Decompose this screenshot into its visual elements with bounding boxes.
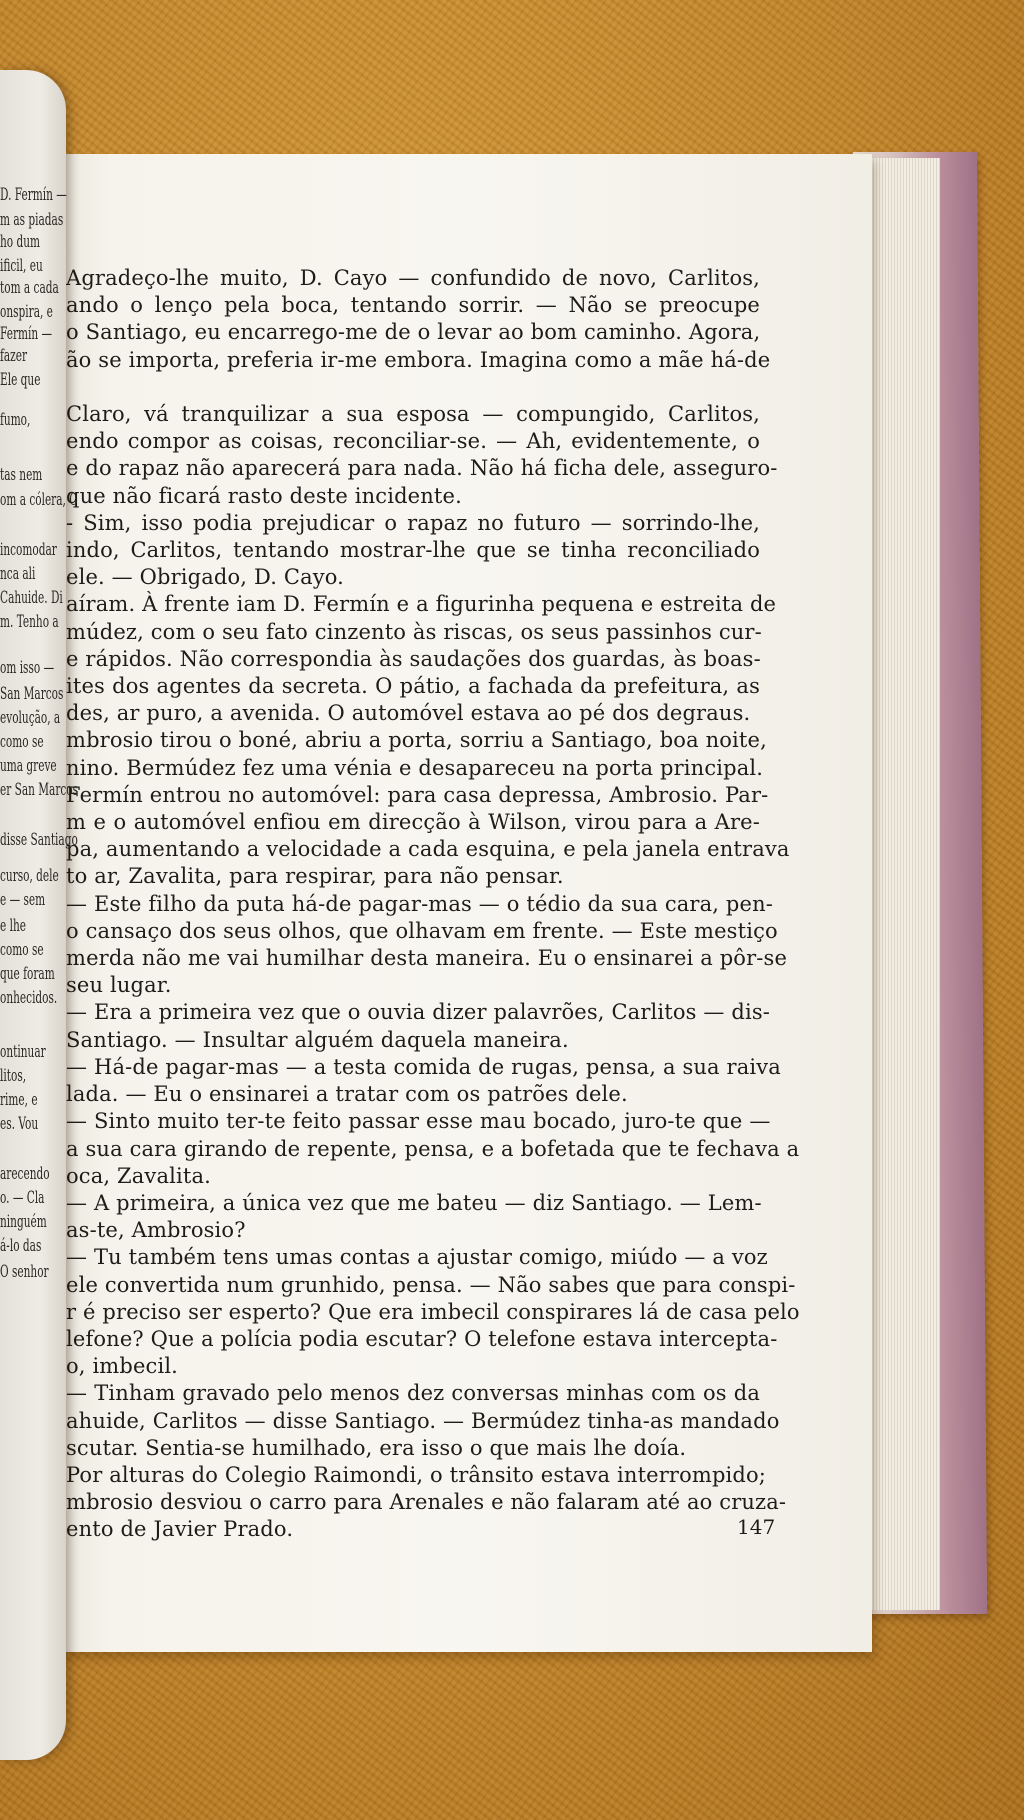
text-line: Claro, vá tranquilizar a sua esposa — compungido, Carlitos, [66,402,760,427]
left-page-fragment: er San Marcos [0,780,79,800]
left-page-fragment: como se [0,732,44,752]
left-page-fragment: como se [0,940,44,960]
text-line: pa, aumentando a velocidade a cada esquina, e pela janela entrava [66,837,790,862]
text-line: as-te, Ambrosio? [66,1218,246,1243]
text-line: indo, Carlitos, tentando mostrar-lhe que se tinha reconciliado [66,538,760,563]
left-page-fragment: Fermín — [0,324,53,344]
left-page-fragment: ninguém [0,1212,47,1232]
text-line: Santiago. — Insultar alguém daquela maneira. [66,1027,569,1052]
text-line: seu lugar. [66,973,172,998]
left-page-fragment: m as piadas [0,210,64,230]
text-line: — Este filho da puta há-de pagar-mas — o tédio da sua cara, pen- [66,891,773,916]
text-line: e rápidos. Não correspondia às saudações dos guardas, às boas- [66,646,761,671]
text-line: o Santiago, eu encarrego-me de o levar ao bom caminho. Agora, [66,320,761,345]
left-page-fragment: D. Fermín — [0,185,67,205]
left-page-fragment: Cahuide. Di [0,588,63,608]
text-line: o cansaço dos seus olhos, que olhavam em frente. — Este mestiço [66,918,778,943]
left-page-fragment: e lhe [0,916,26,936]
text-line: nino. Bermúdez fez uma vénia e desapareceu na porta principal. [66,755,764,780]
text-line: a sua cara girando de repente, pensa, e a bofetada que te fechava a [66,1136,800,1161]
text-line: mbrosio desviou o carro para Arenales e não falaram até ao cruza- [66,1490,787,1515]
text-line: m e o automóvel enfiou em direcção à Wilson, virou para a Are- [66,810,760,835]
left-page-fragment: litos, [0,1066,27,1086]
left-page-fragment: tom a cada [0,278,59,298]
left-page-fragment: onhecidos. [0,988,58,1008]
left-page-fragment: om a cólera, C [0,490,78,510]
text-line: ahuide, Carlitos — disse Santiago. — Bermúdez tinha-as mandado [66,1408,780,1433]
text-line: oca, Zavalita. [66,1163,211,1188]
left-page-fragment: fazer [0,346,28,366]
text-line: — A primeira, a única vez que me bateu — diz Santiago. — Lem- [66,1190,762,1215]
left-page-fragment: ho dum [0,232,41,252]
page-text [66,265,800,1544]
text-line: e do rapaz não aparecerá para nada. Não há ficha dele, asseguro- [66,456,778,481]
text-line: lefone? Que a polícia podia escutar? O telefone estava intercepta- [66,1326,778,1351]
left-page-fragment: á-lo das [0,1236,42,1256]
text-line: Fermín entrou no automóvel: para casa depressa, Ambrosio. Par- [66,782,769,807]
left-page-fragment: que foram [0,964,55,984]
text-line: ele convertida num grunhido, pensa. — Não sabes que para conspi- [66,1272,796,1297]
left-page-fragment: curso, dele [0,866,59,886]
text-line: merda não me vai humilhar desta maneira. Eu o ensinarei a pôr-se [66,946,788,971]
text-line: ites dos agentes da secreta. O pátio, a fachada da prefeitura, as [66,674,760,699]
text-line: r é preciso ser esperto? Que era imbecil conspirares lá de casa pelo [66,1299,800,1324]
left-page-fragment: rime, e [0,1090,38,1110]
text-line: — Tinham gravado pelo menos dez conversas minhas com os da [66,1381,760,1406]
left-page-fragment: fumo, [0,410,31,430]
text-line [66,374,760,401]
left-page [0,70,79,1760]
left-page-fragment: disse Santiago [0,830,78,850]
left-page-fragment: nca ali [0,564,36,584]
text-line: — Sinto muito ter-te feito passar esse mau bocado, juro-te que — [66,1109,771,1134]
left-page-fragment: Ele que [0,370,41,390]
left-page-fragment: onspira, e [0,302,53,322]
text-line: — Há-de pagar-mas — a testa comida de rugas, pensa, a sua raiva [66,1054,781,1079]
left-page-fragment: e — sem [0,890,46,910]
left-page-fragment: uma greve [0,756,57,776]
left-page-fragment: m. Tenho a [0,612,59,632]
text-line: ando o lenço pela boca, tentando sorrir. — Não se preocupe [66,293,760,318]
text-line: múdez, com o seu fato cinzento às riscas, os seus passinhos cur- [66,619,762,644]
text-line: Por alturas do Colegio Raimondi, o trânsito estava interrompido; [66,1462,767,1487]
text-line: ele. — Obrigado, D. Cayo. [66,565,345,590]
text-line: lada. — Eu o ensinarei a tratar com os patrões dele. [66,1082,628,1107]
text-line: endo compor as coisas, reconciliar-se. — Ah, evidentemente, o [66,429,760,454]
text-line: ão se importa, preferia ir-me embora. Imagina como a mãe há-de [66,347,771,372]
left-page-fragment: ontinuar [0,1042,46,1062]
page-number: 147 [737,1515,776,1539]
text-line: - Sim, isso podia prejudicar o rapaz no futuro — sorrindo-lhe, [66,510,760,535]
text-line: o, imbecil. [66,1354,179,1379]
left-page-fragment: o. — Cla [0,1188,45,1208]
left-page-fragment: evolução, a [0,708,61,728]
left-page-fragment: ificil, eu [0,256,43,276]
left-page-fragment: es. Vou [0,1114,39,1134]
left-page-fragment: om isso — [0,658,55,678]
text-line: ento de Javier Prado. [66,1517,294,1542]
text-line: mbrosio tirou o boné, abriu a porta, sorriu a Santiago, boa noite, [66,728,767,753]
left-page-fragment: incomodar [0,540,57,560]
left-page-fragment: tas nem [0,465,43,485]
text-line: — Era a primeira vez que o ouvia dizer palavrões, Carlitos — dis- [66,1000,771,1025]
text-line: — Tu também tens umas contas a ajustar comigo, miúdo — a voz [66,1245,768,1270]
text-line: que não ficará rasto deste incidente. [66,483,462,508]
text-line: des, ar puro, a avenida. O automóvel estava ao pé dos degraus. [66,701,751,726]
left-page-fragment: arecendo [0,1164,50,1184]
left-page-fragment: San Marcos [0,684,64,704]
left-page-fragment: O senhor [0,1262,49,1282]
text-line: aíram. À frente iam D. Fermín e a figurinha pequena e estreita de [66,592,777,617]
text-line: Agradeço-lhe muito, D. Cayo — confundido de novo, Carlitos, [66,266,760,290]
text-line: to ar, Zavalita, para respirar, para não pensar. [66,864,564,889]
text-line: scutar. Sentia-se humilhado, era isso o que mais lhe doía. [66,1435,687,1460]
